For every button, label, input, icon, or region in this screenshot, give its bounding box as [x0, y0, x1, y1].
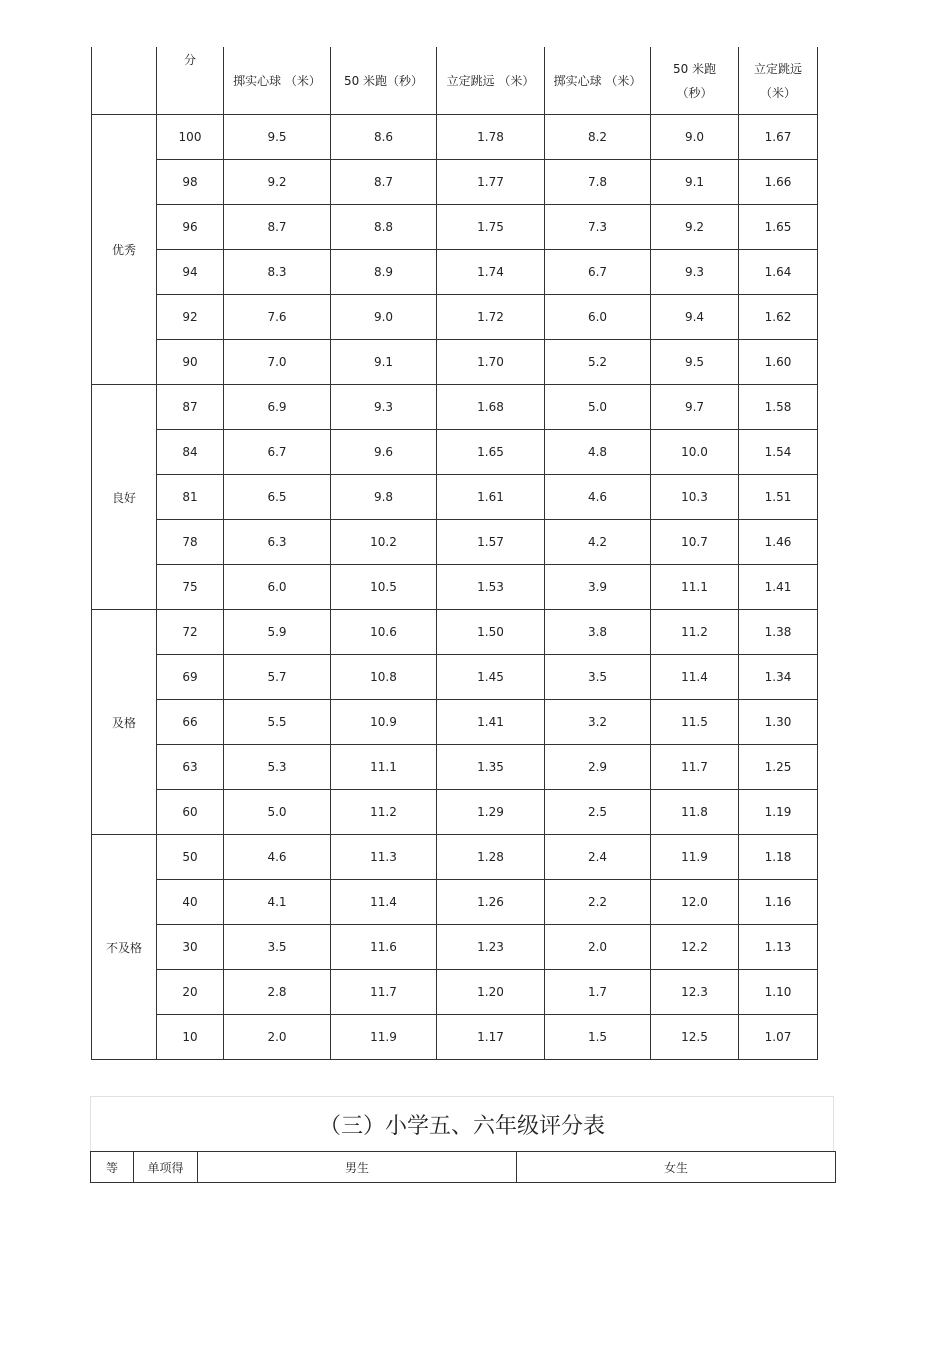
value-cell: 1.75: [437, 205, 545, 250]
table-row: [92, 880, 818, 925]
value-cell: 1.61: [437, 475, 545, 520]
table-row: [92, 745, 818, 790]
score-cell: 63: [157, 745, 224, 790]
value-cell: 1.18: [739, 835, 818, 880]
table-row: [92, 115, 818, 160]
value-cell: 9.0: [331, 295, 437, 340]
value-cell: 10.5: [331, 565, 437, 610]
table-row: [92, 970, 818, 1015]
score-cell: 72: [157, 610, 224, 655]
next-header-score: 单项得: [134, 1152, 198, 1183]
header-female-long-jump: 立定跳远 （米）: [739, 47, 818, 115]
value-cell: 1.45: [437, 655, 545, 700]
value-cell: 10.0: [651, 430, 739, 475]
next-table-header-row: [91, 1152, 836, 1183]
value-cell: 9.6: [331, 430, 437, 475]
value-cell: 11.2: [331, 790, 437, 835]
value-cell: 1.62: [739, 295, 818, 340]
score-cell: 30: [157, 925, 224, 970]
value-cell: 12.5: [651, 1015, 739, 1060]
value-cell: 11.7: [651, 745, 739, 790]
value-cell: 3.5: [545, 655, 651, 700]
value-cell: 1.5: [545, 1015, 651, 1060]
value-cell: 10.3: [651, 475, 739, 520]
table-row: [92, 160, 818, 205]
value-cell: 11.9: [651, 835, 739, 880]
value-cell: 11.6: [331, 925, 437, 970]
grade-cell: 优秀: [92, 115, 157, 385]
header-grade-cell: [92, 47, 157, 115]
header-male-shotput: 掷实心球 （米）: [224, 47, 331, 115]
score-cell: 10: [157, 1015, 224, 1060]
value-cell: 1.29: [437, 790, 545, 835]
score-cell: 96: [157, 205, 224, 250]
table-row: [92, 250, 818, 295]
value-cell: 1.30: [739, 700, 818, 745]
value-cell: 11.5: [651, 700, 739, 745]
score-cell: 84: [157, 430, 224, 475]
value-cell: 4.6: [224, 835, 331, 880]
value-cell: 1.46: [739, 520, 818, 565]
value-cell: 11.8: [651, 790, 739, 835]
header-female-50m: 50 米跑 （秒）: [651, 47, 739, 115]
value-cell: 7.0: [224, 340, 331, 385]
value-cell: 1.07: [739, 1015, 818, 1060]
value-cell: 2.0: [545, 925, 651, 970]
value-cell: 1.50: [437, 610, 545, 655]
value-cell: 8.6: [331, 115, 437, 160]
value-cell: 1.20: [437, 970, 545, 1015]
value-cell: 9.1: [331, 340, 437, 385]
value-cell: 6.0: [224, 565, 331, 610]
next-header-female: 女生: [517, 1152, 836, 1183]
value-cell: 6.7: [545, 250, 651, 295]
value-cell: 1.23: [437, 925, 545, 970]
table-row: [92, 520, 818, 565]
value-cell: 6.3: [224, 520, 331, 565]
scoring-table-body: [92, 47, 818, 1060]
value-cell: 1.51: [739, 475, 818, 520]
value-cell: 9.8: [331, 475, 437, 520]
value-cell: 10.7: [651, 520, 739, 565]
value-cell: 10.6: [331, 610, 437, 655]
grade-cell: 不及格: [92, 835, 157, 1060]
score-cell: 66: [157, 700, 224, 745]
value-cell: 8.8: [331, 205, 437, 250]
value-cell: 1.16: [739, 880, 818, 925]
value-cell: 9.5: [651, 340, 739, 385]
table-row: [92, 205, 818, 250]
value-cell: 9.1: [651, 160, 739, 205]
header-male-long-jump: 立定跳远 （米）: [437, 47, 545, 115]
value-cell: 9.0: [651, 115, 739, 160]
value-cell: 9.2: [651, 205, 739, 250]
score-cell: 60: [157, 790, 224, 835]
value-cell: 1.41: [437, 700, 545, 745]
value-cell: 9.2: [224, 160, 331, 205]
table-row: [92, 340, 818, 385]
score-cell: 81: [157, 475, 224, 520]
value-cell: 8.9: [331, 250, 437, 295]
value-cell: 5.9: [224, 610, 331, 655]
value-cell: 7.3: [545, 205, 651, 250]
value-cell: 2.2: [545, 880, 651, 925]
table-row: [92, 610, 818, 655]
value-cell: 2.0: [224, 1015, 331, 1060]
value-cell: 9.4: [651, 295, 739, 340]
section-title: （三）小学五、六年级评分表: [90, 1096, 834, 1151]
value-cell: 1.72: [437, 295, 545, 340]
value-cell: 6.0: [545, 295, 651, 340]
table-row: [92, 565, 818, 610]
value-cell: 1.38: [739, 610, 818, 655]
score-cell: 69: [157, 655, 224, 700]
value-cell: 1.70: [437, 340, 545, 385]
value-cell: 2.9: [545, 745, 651, 790]
score-cell: 40: [157, 880, 224, 925]
value-cell: 10.2: [331, 520, 437, 565]
score-cell: 98: [157, 160, 224, 205]
value-cell: 1.28: [437, 835, 545, 880]
value-cell: 1.78: [437, 115, 545, 160]
value-cell: 11.4: [331, 880, 437, 925]
score-cell: 94: [157, 250, 224, 295]
value-cell: 1.19: [739, 790, 818, 835]
value-cell: 6.7: [224, 430, 331, 475]
value-cell: 11.3: [331, 835, 437, 880]
table-row: [92, 925, 818, 970]
score-cell: 90: [157, 340, 224, 385]
value-cell: 1.66: [739, 160, 818, 205]
grade-cell: 良好: [92, 385, 157, 610]
value-cell: 3.8: [545, 610, 651, 655]
table-row: [92, 295, 818, 340]
value-cell: 8.2: [545, 115, 651, 160]
value-cell: 9.7: [651, 385, 739, 430]
value-cell: 12.3: [651, 970, 739, 1015]
value-cell: 9.3: [651, 250, 739, 295]
value-cell: 1.77: [437, 160, 545, 205]
value-cell: 3.2: [545, 700, 651, 745]
value-cell: 1.65: [437, 430, 545, 475]
value-cell: 7.8: [545, 160, 651, 205]
table-row: [92, 1015, 818, 1060]
value-cell: 4.2: [545, 520, 651, 565]
value-cell: 1.53: [437, 565, 545, 610]
value-cell: 6.9: [224, 385, 331, 430]
value-cell: 2.4: [545, 835, 651, 880]
value-cell: 5.0: [224, 790, 331, 835]
next-header-grade: 等: [91, 1152, 134, 1183]
score-cell: 50: [157, 835, 224, 880]
table-row: [92, 790, 818, 835]
value-cell: 8.7: [331, 160, 437, 205]
table-row: [92, 385, 818, 430]
score-cell: 75: [157, 565, 224, 610]
value-cell: 4.6: [545, 475, 651, 520]
value-cell: 5.7: [224, 655, 331, 700]
value-cell: 11.1: [331, 745, 437, 790]
value-cell: 1.41: [739, 565, 818, 610]
value-cell: 1.67: [739, 115, 818, 160]
score-cell: 92: [157, 295, 224, 340]
table-row: [92, 475, 818, 520]
value-cell: 5.2: [545, 340, 651, 385]
value-cell: 3.5: [224, 925, 331, 970]
value-cell: 9.3: [331, 385, 437, 430]
value-cell: 1.26: [437, 880, 545, 925]
value-cell: 1.60: [739, 340, 818, 385]
next-scoring-table-header: [90, 1151, 836, 1183]
value-cell: 1.54: [739, 430, 818, 475]
value-cell: 10.9: [331, 700, 437, 745]
value-cell: 2.5: [545, 790, 651, 835]
value-cell: 3.9: [545, 565, 651, 610]
value-cell: 1.25: [739, 745, 818, 790]
value-cell: 5.3: [224, 745, 331, 790]
table-header-row: [92, 47, 818, 115]
value-cell: 1.57: [437, 520, 545, 565]
header-female-shotput: 掷实心球 （米）: [545, 47, 651, 115]
value-cell: 5.5: [224, 700, 331, 745]
header-score-cell: 分: [157, 47, 224, 115]
value-cell: 9.5: [224, 115, 331, 160]
value-cell: 1.58: [739, 385, 818, 430]
scoring-table: [91, 47, 818, 1060]
score-cell: 100: [157, 115, 224, 160]
value-cell: 11.4: [651, 655, 739, 700]
score-cell: 87: [157, 385, 224, 430]
value-cell: 1.34: [739, 655, 818, 700]
header-male-50m: 50 米跑（秒）: [331, 47, 437, 115]
value-cell: 1.13: [739, 925, 818, 970]
value-cell: 6.5: [224, 475, 331, 520]
score-cell: 20: [157, 970, 224, 1015]
value-cell: 1.64: [739, 250, 818, 295]
value-cell: 1.35: [437, 745, 545, 790]
value-cell: 12.0: [651, 880, 739, 925]
value-cell: 1.17: [437, 1015, 545, 1060]
value-cell: 1.74: [437, 250, 545, 295]
value-cell: 8.3: [224, 250, 331, 295]
value-cell: 11.7: [331, 970, 437, 1015]
value-cell: 2.8: [224, 970, 331, 1015]
value-cell: 12.2: [651, 925, 739, 970]
table-row: [92, 430, 818, 475]
value-cell: 11.2: [651, 610, 739, 655]
table-row: [92, 835, 818, 880]
table-row: [92, 700, 818, 745]
table-row: [92, 655, 818, 700]
value-cell: 5.0: [545, 385, 651, 430]
value-cell: 10.8: [331, 655, 437, 700]
value-cell: 8.7: [224, 205, 331, 250]
value-cell: 7.6: [224, 295, 331, 340]
value-cell: 1.68: [437, 385, 545, 430]
score-cell: 78: [157, 520, 224, 565]
value-cell: 11.9: [331, 1015, 437, 1060]
value-cell: 1.65: [739, 205, 818, 250]
value-cell: 4.8: [545, 430, 651, 475]
grade-cell: 及格: [92, 610, 157, 835]
next-header-male: 男生: [198, 1152, 517, 1183]
value-cell: 1.10: [739, 970, 818, 1015]
value-cell: 1.7: [545, 970, 651, 1015]
value-cell: 11.1: [651, 565, 739, 610]
value-cell: 4.1: [224, 880, 331, 925]
